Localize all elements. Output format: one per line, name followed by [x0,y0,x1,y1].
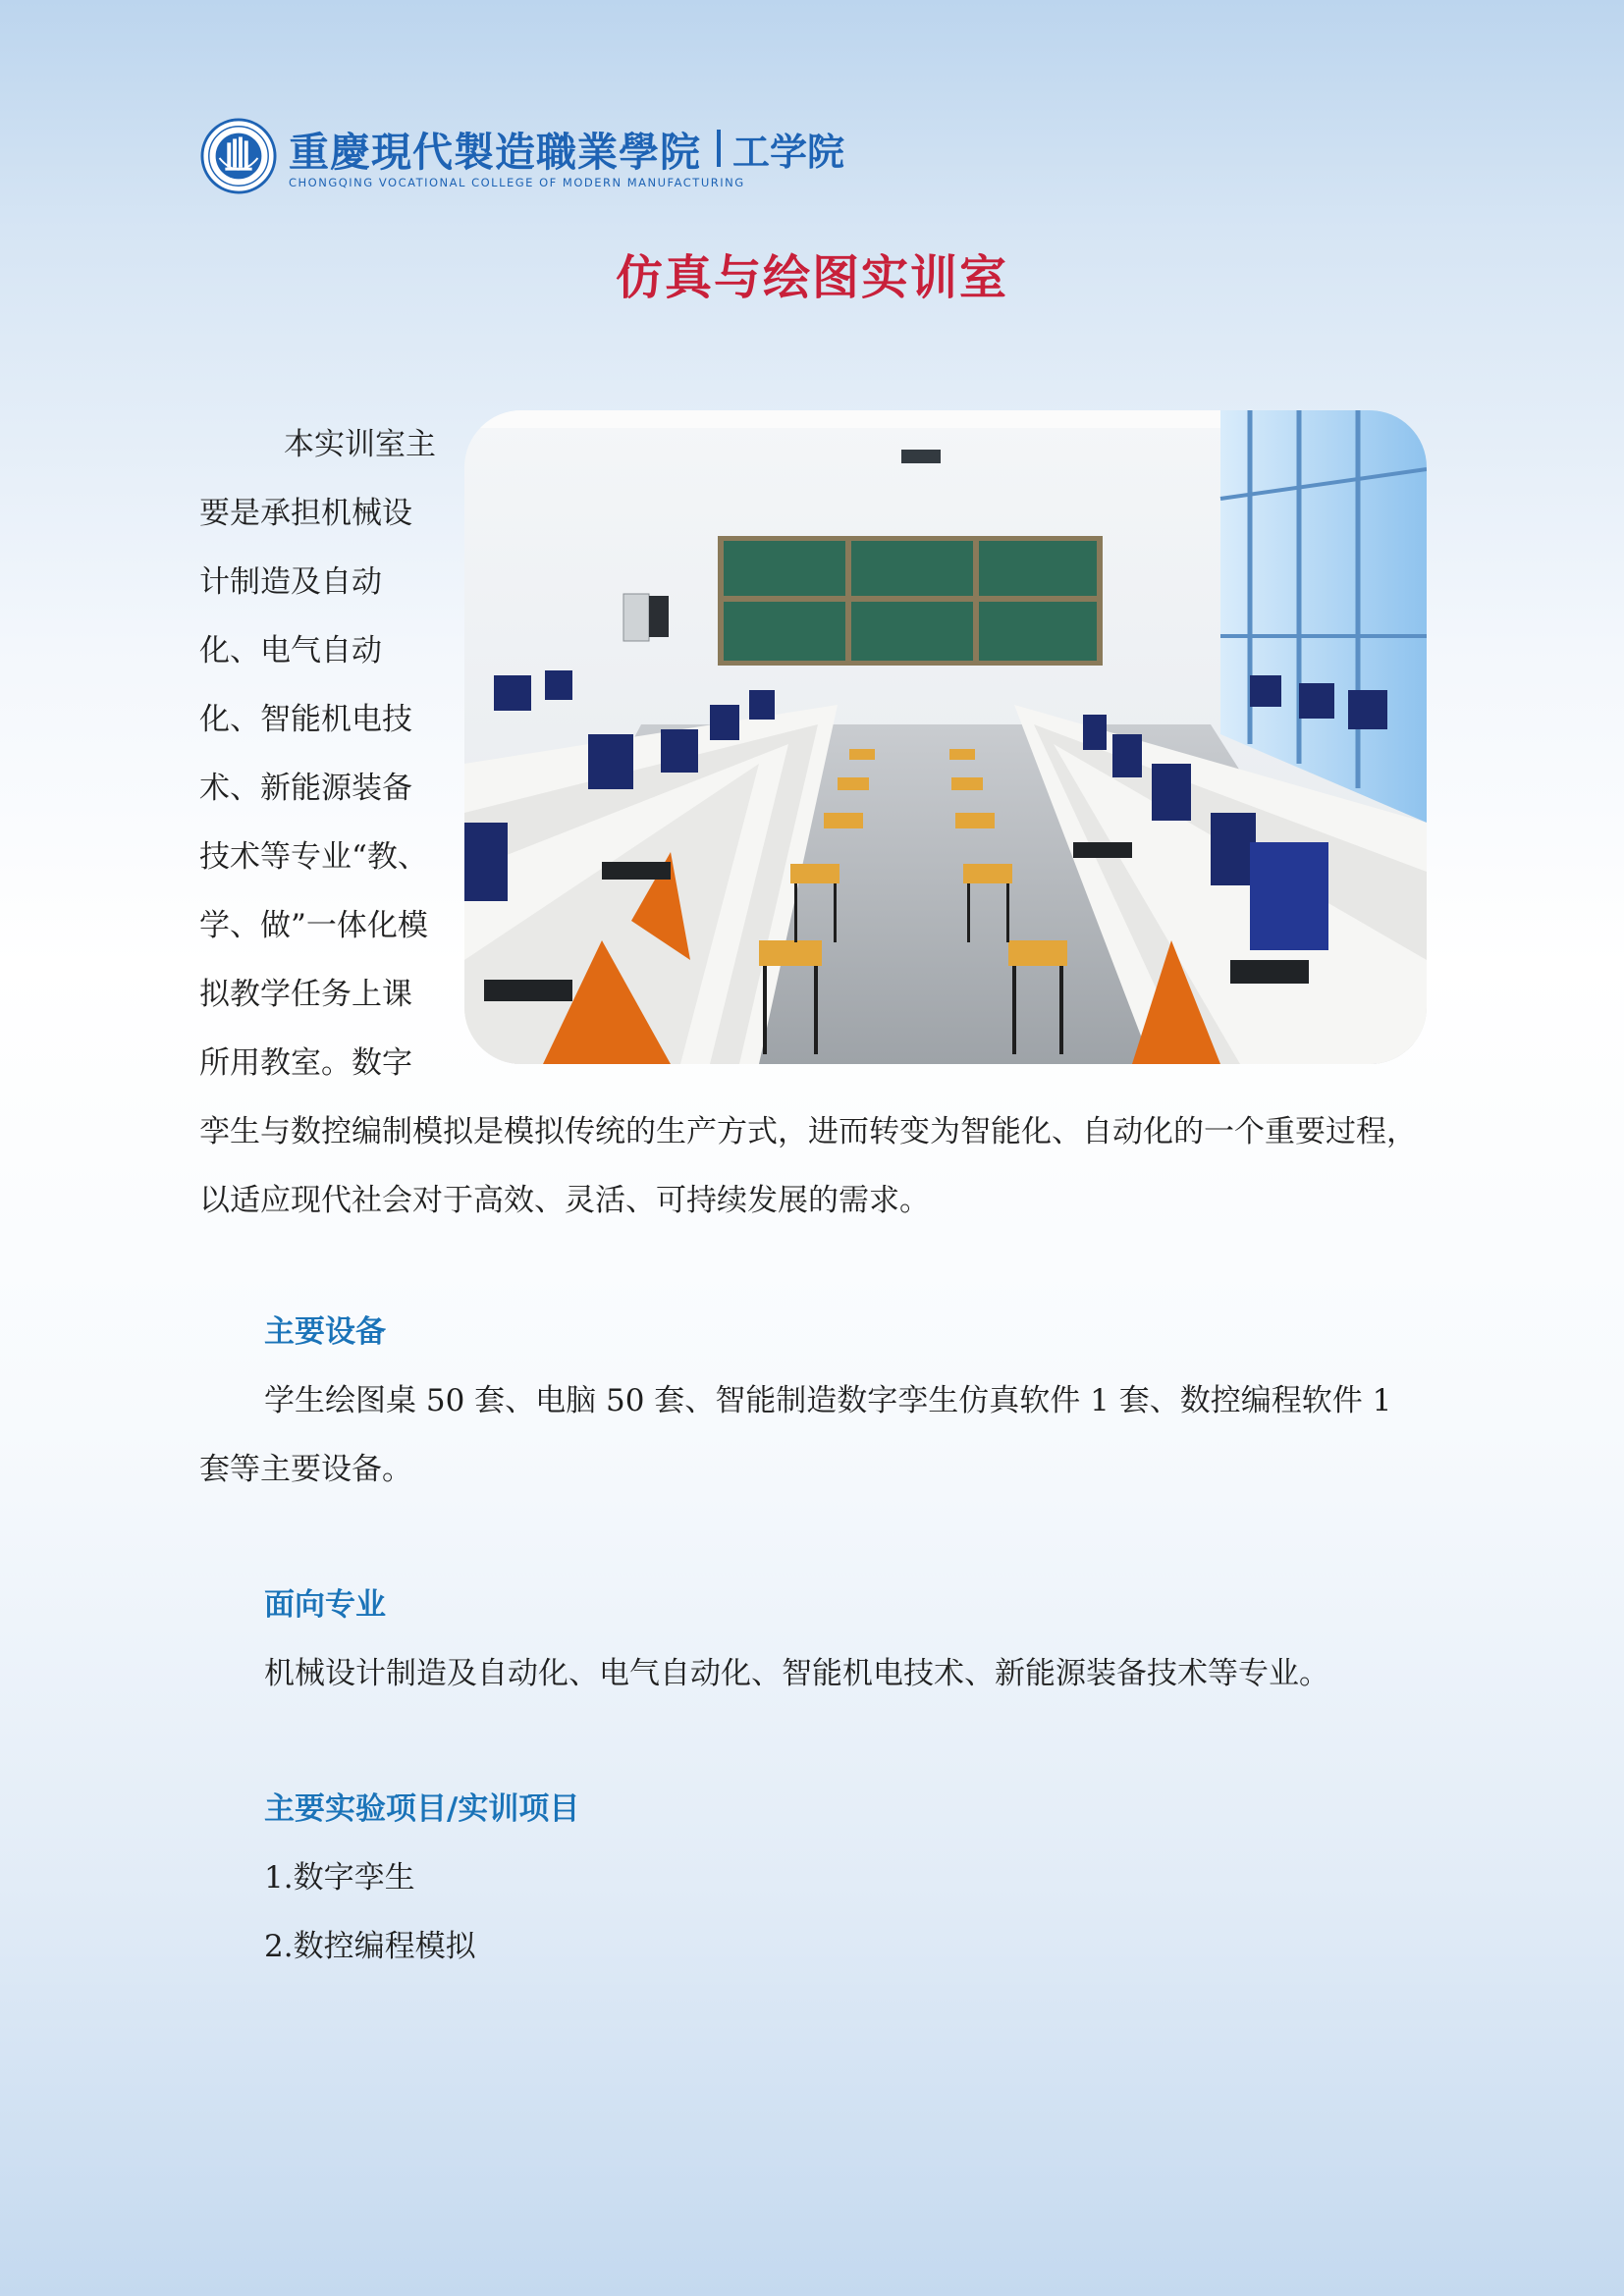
department-name: 工学院 [732,130,845,174]
training-room-photo [464,410,1427,1064]
section-heading-majors: 面向专业 [264,1587,386,1623]
section-heading-projects: 主要实验项目/实训项目 [264,1791,580,1827]
intro-block [199,410,1427,1235]
logo-divider [717,130,721,167]
section-projects [199,1775,1427,1981]
section-text-equipment: 学生绘图桌 50 套、电脑 50 套、智能制造数字孪生仿真软件 1 套、数控编程软件 1 套等主要设备。 [199,1383,1392,1487]
section-equipment [199,1298,1427,1504]
intro-text: 本实训室主要是承担机械设计制造及自动化、电气自动化、智能机电技术、新能源装备技术等专业“教、学、做”一体化模拟教学任务上课所用教室。数字孪生与数控编制模拟是模拟传统的生产方式，进而转变为智能化、自动化的一个重要过程，以适应现代社会对于高效、灵活、可持续发展的需求。 [199,427,1417,1218]
list-item: 1.数字孪生 [264,1860,415,1896]
page-title: 仿真与绘图实训室 [615,250,1008,305]
college-logo [200,116,844,196]
section-majors [199,1571,1427,1708]
list-item: 2.数控编程模拟 [264,1929,476,1964]
section-text-majors: 机械设计制造及自动化、电气自动化、智能机电技术、新能源装备技术等专业。 [264,1656,1329,1691]
section-heading-equipment: 主要设备 [264,1314,386,1350]
college-name-cn: 重慶現代製造職業學院 [289,128,701,176]
college-seal-icon [200,118,277,194]
college-name-en: CHONGQING VOCATIONAL COLLEGE OF MODERN MANUFACTURING [289,176,745,189]
